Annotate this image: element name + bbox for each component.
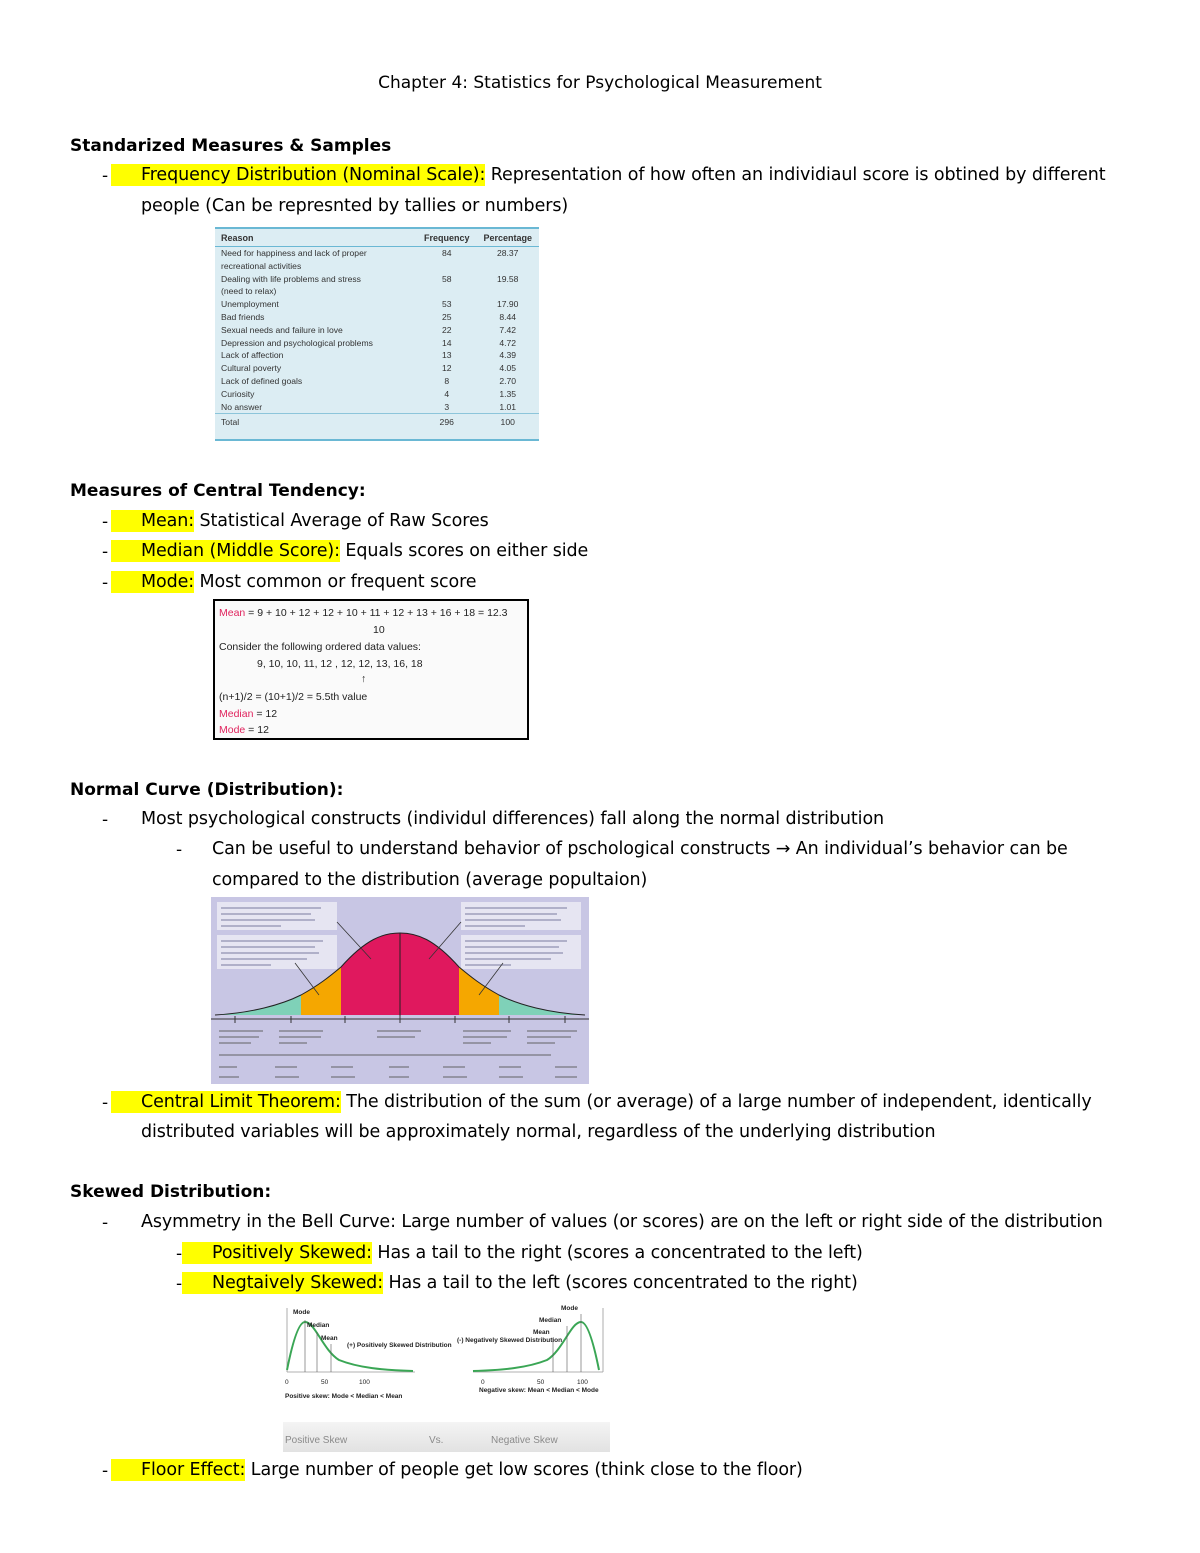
section-heading-standardized: Standarized Measures & Samples	[70, 136, 392, 156]
table-cell-percentage	[476, 260, 539, 273]
mean-formula	[219, 607, 508, 619]
table-cell-reason: Unemployment	[221, 299, 279, 310]
table-cell-frequency: 8	[444, 375, 450, 386]
table-cell-percentage: 1.35	[499, 388, 517, 399]
normal-sub-bullet-cont: compared to the distribution (average popultaion)	[212, 870, 648, 890]
mode-label: Mode	[219, 724, 246, 736]
table-cell-reason: (need to relax)	[221, 286, 277, 297]
pos-mode-label: Mode	[293, 1309, 310, 1316]
neg-tick-0: 0	[481, 1379, 485, 1386]
positive-skew-chart	[287, 1308, 415, 1372]
table-row	[215, 273, 539, 286]
pos-footer: Positive skew: Mode < Median < Mean	[285, 1393, 403, 1400]
tail-region-right	[499, 995, 585, 1015]
table-cell-frequency: 53	[441, 299, 452, 310]
table-cell-reason: Depression and psychological problems	[221, 337, 373, 348]
normal-curve-illustration	[211, 897, 589, 1084]
bullet-dash: -	[102, 166, 109, 186]
pos-median-label: Median	[307, 1322, 330, 1329]
positive-skew-caption: Positive Skew	[285, 1435, 348, 1446]
positive-skew-definition: Has a tail to the right (scores a concentrated to the left)	[371, 1243, 863, 1263]
median-position: (n+1)/2 = (10+1)/2 = 5.5th value	[219, 691, 368, 703]
neg-tick-50: 50	[537, 1379, 545, 1386]
frequency-table-image	[215, 227, 539, 441]
table-cell-frequency: 12	[441, 363, 452, 374]
table-row	[215, 388, 539, 401]
mean-label: Mean	[219, 607, 246, 619]
term-median: Median (Middle Score):	[111, 540, 340, 562]
consider-line: Consider the following ordered data values:	[219, 641, 421, 653]
bullet-dash: -	[176, 1274, 183, 1294]
table-row	[215, 298, 539, 311]
table-cell-percentage: 17.90	[496, 299, 519, 310]
mode-value: = 12	[245, 724, 269, 736]
pos-mean-label: Mean	[321, 1335, 338, 1342]
section-heading-normal-curve: Normal Curve (Distribution):	[70, 780, 344, 800]
pos-tick-100: 100	[359, 1379, 370, 1386]
section-heading-central-tendency: Measures of Central Tendency:	[70, 481, 366, 501]
normal-bullet-1: Most psychological constructs (individul differences) fall along the normal distribution	[141, 809, 885, 829]
table-cell-frequency: 296	[417, 414, 476, 429]
table-cell-frequency: 22	[441, 324, 452, 335]
table-cell-percentage: 28.37	[496, 248, 519, 258]
caption-lines	[219, 1031, 577, 1077]
bullet-dash: -	[102, 573, 109, 593]
median-line	[141, 541, 588, 561]
table-cell-percentage: 4.05	[499, 363, 517, 374]
negative-skew-caption: Negative Skew	[491, 1435, 558, 1446]
table-row	[215, 324, 539, 337]
table-cell-reason: No answer	[221, 401, 263, 412]
term-mode: Mode:	[111, 571, 194, 593]
term-frequency-distribution: Frequency Distribution (Nominal Scale):	[111, 164, 485, 186]
table-cell-frequency: 14	[441, 337, 452, 348]
page-title: Chapter 4: Statistics for Psychological Measurement	[378, 73, 822, 93]
negative-skew-line	[212, 1273, 858, 1293]
table-cell-reason: Need for happiness and lack of proper	[221, 248, 367, 258]
table-cell-percentage	[476, 285, 539, 298]
neg-tick-100: 100	[577, 1379, 588, 1386]
table-cell-percentage: 1.01	[499, 401, 517, 412]
median-value: = 12	[253, 708, 278, 720]
pos-caption: (+) Positively Skewed Distribution	[347, 1342, 452, 1349]
mean-formula-text: = 9 + 10 + 12 + 12 + 10 + 11 + 12 + 13 + 16 + 18 = 12.3	[245, 607, 508, 619]
median-label: Median	[219, 708, 254, 720]
mean-line	[141, 511, 489, 531]
table-cell-percentage: 8.44	[499, 311, 517, 322]
term-negatively-skewed: Negtaively Skewed:	[182, 1272, 383, 1294]
table-cell-frequency	[417, 260, 476, 273]
median-definition: Equals scores on either side	[339, 541, 589, 561]
versus-caption: Vs.	[429, 1435, 444, 1446]
clt-line	[141, 1092, 1092, 1112]
clt-definition: The distribution of the sum (or average) of a large number of independent, identically	[340, 1092, 1092, 1112]
table-row	[215, 362, 539, 375]
neg-mode-label: Mode	[561, 1305, 578, 1312]
floor-effect-definition: Large number of people get low scores (think close to the floor)	[245, 1460, 803, 1480]
table-cell-reason: Curiosity	[221, 388, 255, 399]
table-row	[215, 311, 539, 324]
table-cell-reason: Sexual needs and failure in love	[221, 324, 343, 335]
neg-caption: (-) Negatively Skewed Distribution	[457, 1337, 563, 1344]
section-heading-skewed: Skewed Distribution:	[70, 1182, 272, 1202]
table-cell-reason: Bad friends	[221, 311, 265, 322]
frequency-table-body	[215, 247, 539, 430]
table-row-total	[215, 414, 539, 429]
table-cell-percentage: 2.70	[499, 375, 517, 386]
table-cell-percentage: 4.39	[499, 350, 517, 361]
skew-curves	[283, 1300, 610, 1422]
neg-mean-label: Mean	[533, 1329, 550, 1336]
term-central-limit-theorem: Central Limit Theorem:	[111, 1091, 341, 1113]
table-cell-frequency: 3	[444, 401, 450, 412]
bullet-dash: -	[102, 810, 109, 830]
bullet-dash: -	[176, 1244, 183, 1264]
bullet-dash: -	[102, 542, 109, 562]
normal-sub-bullet: Can be useful to understand behavior of pschological constructs → An individual’s behavior can be	[212, 839, 1068, 859]
table-row	[215, 260, 539, 273]
negative-skew-definition: Has a tail to the left (scores concentrated to the right)	[383, 1273, 858, 1293]
ordered-values: 9, 10, 10, 11, 12 , 12, 12, 13, 16, 18	[257, 658, 423, 670]
mode-line	[141, 572, 476, 592]
mean-definition: Statistical Average of Raw Scores	[194, 511, 489, 531]
table-cell-frequency: 13	[441, 350, 452, 361]
mean-denominator: 10	[373, 624, 385, 636]
skew-bullet-1: Asymmetry in the Bell Curve: Large number of values (or scores) are on the left or right side of the distribution	[141, 1212, 1103, 1232]
table-cell-frequency: 84	[441, 248, 452, 258]
table-cell-reason: Lack of affection	[221, 350, 284, 361]
mode-definition: Most common or frequent score	[194, 572, 477, 592]
median-arrow: ↑	[361, 673, 367, 685]
table-header-frequency: Frequency	[417, 229, 476, 247]
table-cell-percentage: 4.72	[499, 337, 517, 348]
table-cell-percentage: 19.58	[496, 273, 519, 284]
freq-dist-definition-cont: people (Can be represnted by tallies or numbers)	[141, 196, 569, 216]
table-header-reason: Reason	[215, 229, 417, 247]
bullet-dash: -	[102, 512, 109, 532]
bullet-dash: -	[102, 1213, 109, 1233]
table-row	[215, 285, 539, 298]
normal-curve-image	[211, 897, 589, 1084]
median-result	[219, 708, 277, 720]
bullet-dash: -	[102, 1461, 109, 1481]
floor-effect-line	[141, 1460, 803, 1480]
table-header-percentage: Percentage	[476, 229, 539, 247]
pos-tick-50: 50	[321, 1379, 329, 1386]
freq-dist-line	[141, 165, 1106, 185]
table-cell-frequency: 4	[444, 388, 450, 399]
skew-comparison-image	[283, 1300, 610, 1452]
table-row	[215, 401, 539, 414]
bullet-dash: -	[176, 840, 183, 860]
tail-region-left	[215, 995, 301, 1015]
positive-skew-line	[212, 1243, 863, 1263]
central-tendency-example-image	[213, 599, 529, 740]
table-cell-frequency: 58	[441, 273, 452, 284]
neg-footer: Negative skew: Mean < Median < Mode	[479, 1387, 599, 1394]
pos-tick-0: 0	[285, 1379, 289, 1386]
table-cell-reason: Total	[215, 414, 417, 429]
table-cell-reason: Dealing with life problems and stress	[221, 273, 361, 284]
bullet-dash: -	[102, 1093, 109, 1113]
table-cell-frequency: 25	[441, 311, 452, 322]
frequency-table	[215, 229, 539, 429]
table-cell-reason: Lack of defined goals	[221, 375, 303, 386]
table-row	[215, 349, 539, 362]
table-cell-frequency	[417, 285, 476, 298]
table-cell-percentage: 100	[476, 414, 539, 429]
clt-definition-cont: distributed variables will be approximately normal, regardless of the underlying distribution	[141, 1122, 936, 1142]
table-row	[215, 247, 539, 260]
table-cell-reason: recreational activities	[221, 260, 302, 271]
term-positively-skewed: Positively Skewed:	[182, 1242, 372, 1264]
table-cell-reason: Cultural poverty	[221, 363, 282, 374]
term-mean: Mean:	[111, 510, 194, 532]
neg-median-label: Median	[539, 1317, 562, 1324]
table-row	[215, 337, 539, 350]
term-floor-effect: Floor Effect:	[111, 1459, 245, 1481]
table-row	[215, 375, 539, 388]
mode-result	[219, 724, 269, 736]
table-cell-percentage: 7.42	[499, 324, 517, 335]
freq-dist-definition: Representation of how often an individiaul score is obtined by different	[485, 165, 1106, 185]
